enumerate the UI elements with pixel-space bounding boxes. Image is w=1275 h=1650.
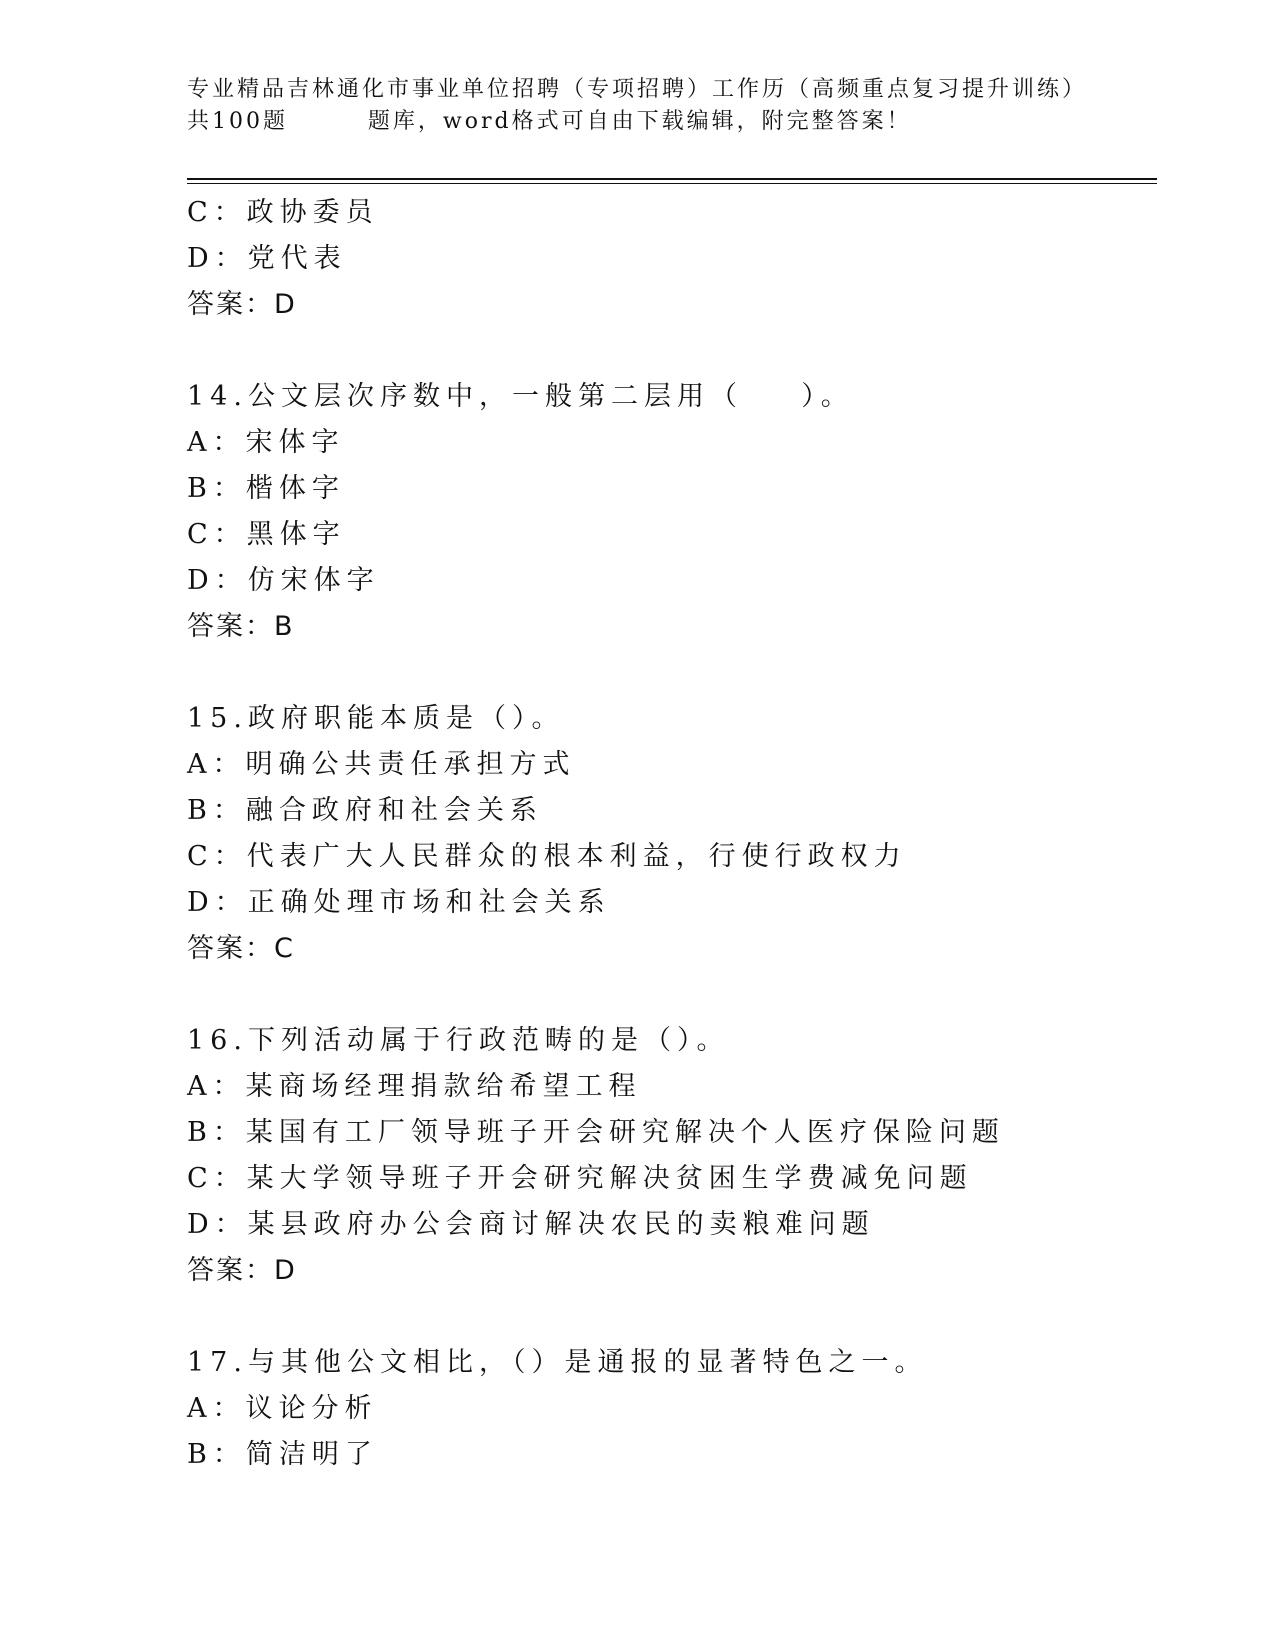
document-header [187,74,1087,138]
option-a: A：某商场经理捐款给希望工程 [187,1071,642,1102]
answer-line: 答案：C [187,933,295,964]
question-14 [187,374,1167,650]
question-stem: 14.公文层次序数中，一般第二层用（ ）。 [187,381,854,412]
header-divider [187,178,1157,180]
option-d: D：党代表 [187,243,347,274]
option-b: B：简洁明了 [187,1439,378,1470]
question-16 [187,1018,1167,1294]
option-b: B：融合政府和社会关系 [187,795,543,826]
option-a: A：议论分析 [187,1393,378,1424]
option-d: D：某县政府办公会商讨解决农民的卖粮难问题 [187,1209,875,1240]
option-d: D：正确处理市场和社会关系 [187,887,611,918]
question-list [187,190,1167,1478]
option-c: C：某大学领导班子开会研究解决贫困生学费减免问题 [187,1163,973,1194]
header-divider-thin [187,183,1157,184]
option-b: B：楷体字 [187,473,345,504]
option-a: A：宋体字 [187,427,345,458]
option-d: D：仿宋体字 [187,565,380,596]
option-b: B：某国有工厂领导班子开会研究解决个人医疗保险问题 [187,1117,1005,1148]
header-subtitle-line: 共100题 题库，word格式可自由下载编辑，附完整答案！ [187,109,912,134]
question-stem: 16.下列活动属于行政范畴的是（）。 [187,1025,730,1056]
question-17 [187,1340,1167,1478]
question-15 [187,696,1167,972]
option-c: C：代表广大人民群众的根本利益，行使行政权力 [187,841,907,872]
answer-line: 答案：D [187,1255,297,1286]
question-stem: 15.政府职能本质是（）。 [187,703,565,734]
header-title-line: 专业精品吉林通化市事业单位招聘（专项招聘）工作历（高频重点复习提升训练） [187,77,1088,102]
question-stem: 17.与其他公文相比，（）是通报的显著特色之一。 [187,1347,928,1378]
option-c: C：黑体字 [187,519,346,550]
answer-line: 答案：D [187,289,297,320]
option-a: A：明确公共责任承担方式 [187,749,576,780]
answer-line: 答案：B [187,611,295,642]
option-c: C：政协委员 [187,197,379,228]
